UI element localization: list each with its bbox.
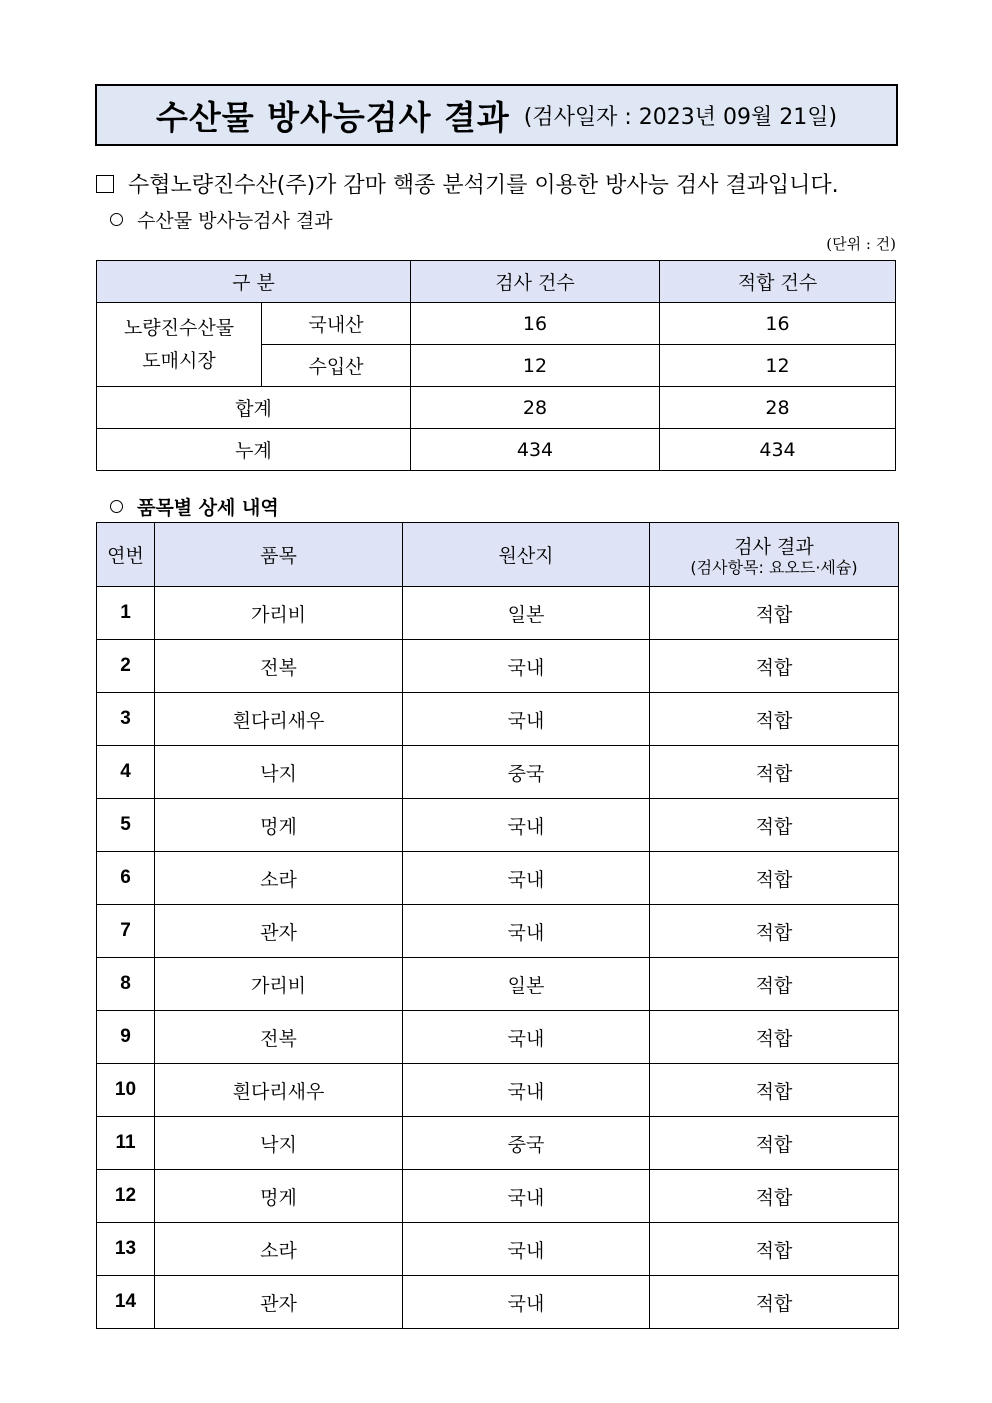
item-name: 가리비 — [155, 587, 403, 640]
table-row — [97, 1170, 899, 1223]
result: 적합 — [650, 587, 899, 640]
item-name: 낙지 — [155, 1117, 403, 1170]
result: 적합 — [650, 693, 899, 746]
summary-row-domestic — [97, 303, 896, 345]
row-number: 9 — [97, 1011, 155, 1064]
total-label: 합계 — [97, 387, 411, 429]
row-number: 12 — [97, 1170, 155, 1223]
header-tested: 검사 건수 — [411, 261, 660, 303]
result: 적합 — [650, 1170, 899, 1223]
detail-header-row — [97, 523, 899, 587]
origin: 국내 — [403, 905, 650, 958]
origin: 국내 — [403, 1064, 650, 1117]
result: 적합 — [650, 852, 899, 905]
passed-count: 12 — [660, 345, 896, 387]
row-number: 14 — [97, 1276, 155, 1329]
table-row — [97, 852, 899, 905]
origin: 일본 — [403, 587, 650, 640]
circle-bullet-icon — [110, 500, 123, 513]
table-row — [97, 640, 899, 693]
item-name: 가리비 — [155, 958, 403, 1011]
item-name: 전복 — [155, 640, 403, 693]
result: 적합 — [650, 958, 899, 1011]
row-label: 수입산 — [262, 345, 411, 387]
origin: 국내 — [403, 799, 650, 852]
origin: 국내 — [403, 693, 650, 746]
tested-count: 16 — [411, 303, 660, 345]
table-row — [97, 1117, 899, 1170]
item-name: 관자 — [155, 905, 403, 958]
header-item: 품목 — [155, 523, 403, 587]
row-number: 13 — [97, 1223, 155, 1276]
intro-text: 수협노량진수산(주)가 감마 핵종 분석기를 이용한 방사능 검사 결과입니다. — [128, 173, 839, 198]
origin: 국내 — [403, 852, 650, 905]
table-row — [97, 1276, 899, 1329]
detail-body — [97, 587, 899, 1329]
item-name: 흰다리새우 — [155, 1064, 403, 1117]
market-name-line2: 도매시장 — [142, 349, 216, 372]
origin: 국내 — [403, 1011, 650, 1064]
table-row — [97, 1011, 899, 1064]
origin: 국내 — [403, 1276, 650, 1329]
title-box — [95, 84, 898, 146]
result: 적합 — [650, 1064, 899, 1117]
intro-line — [96, 168, 839, 199]
row-number: 5 — [97, 799, 155, 852]
result: 적합 — [650, 1223, 899, 1276]
result: 적합 — [650, 1276, 899, 1329]
header-passed: 적합 건수 — [660, 261, 896, 303]
market-name — [97, 303, 262, 387]
table-row — [97, 693, 899, 746]
header-category: 구 분 — [97, 261, 411, 303]
result: 적합 — [650, 746, 899, 799]
item-name: 흰다리새우 — [155, 693, 403, 746]
item-name: 전복 — [155, 1011, 403, 1064]
header-origin: 원산지 — [403, 523, 650, 587]
result: 적합 — [650, 905, 899, 958]
origin: 일본 — [403, 958, 650, 1011]
summary-header-row — [97, 261, 896, 303]
circle-bullet-icon — [110, 213, 123, 226]
result: 적합 — [650, 1011, 899, 1064]
header-result-sub: (검사항목: 요오드·세슘) — [690, 558, 858, 577]
origin: 국내 — [403, 1223, 650, 1276]
row-number: 1 — [97, 587, 155, 640]
detail-heading — [110, 493, 279, 520]
detail-table — [96, 522, 899, 1329]
table-row — [97, 587, 899, 640]
passed-count: 16 — [660, 303, 896, 345]
row-number: 11 — [97, 1117, 155, 1170]
cumulative-passed: 434 — [660, 429, 896, 471]
item-name: 멍게 — [155, 1170, 403, 1223]
summary-row-total — [97, 387, 896, 429]
item-name: 소라 — [155, 1223, 403, 1276]
header-result-title: 검사 결과 — [734, 536, 814, 558]
total-passed: 28 — [660, 387, 896, 429]
header-no: 연번 — [97, 523, 155, 587]
page-title: 수산물 방사능검사 결과 — [155, 97, 510, 137]
item-name: 관자 — [155, 1276, 403, 1329]
row-number: 3 — [97, 693, 155, 746]
inspection-date: (검사일자 : 2023년 09월 21일) — [523, 104, 838, 130]
detail-heading-text: 품목별 상세 내역 — [137, 497, 279, 519]
tested-count: 12 — [411, 345, 660, 387]
cumulative-label: 누계 — [97, 429, 411, 471]
item-name: 낙지 — [155, 746, 403, 799]
row-number: 4 — [97, 746, 155, 799]
table-row — [97, 905, 899, 958]
table-row — [97, 746, 899, 799]
item-name: 소라 — [155, 852, 403, 905]
row-number: 8 — [97, 958, 155, 1011]
table-row — [97, 799, 899, 852]
origin: 중국 — [403, 746, 650, 799]
item-name: 멍게 — [155, 799, 403, 852]
table-row — [97, 1064, 899, 1117]
unit-note: (단위 : 건) — [826, 235, 896, 253]
summary-heading-text: 수산물 방사능검사 결과 — [137, 210, 333, 232]
total-tested: 28 — [411, 387, 660, 429]
row-number: 2 — [97, 640, 155, 693]
cumulative-tested: 434 — [411, 429, 660, 471]
row-number: 6 — [97, 852, 155, 905]
result: 적합 — [650, 1117, 899, 1170]
origin: 국내 — [403, 640, 650, 693]
origin: 중국 — [403, 1117, 650, 1170]
table-row — [97, 958, 899, 1011]
market-name-line1: 노량진수산물 — [123, 316, 235, 339]
row-number: 10 — [97, 1064, 155, 1117]
summary-row-cumulative — [97, 429, 896, 471]
origin: 국내 — [403, 1170, 650, 1223]
row-label: 국내산 — [262, 303, 411, 345]
result: 적합 — [650, 799, 899, 852]
result: 적합 — [650, 640, 899, 693]
row-number: 7 — [97, 905, 155, 958]
summary-table — [96, 260, 896, 471]
header-result — [650, 523, 899, 587]
table-row — [97, 1223, 899, 1276]
summary-heading — [110, 206, 333, 233]
checkbox-icon — [96, 175, 114, 193]
